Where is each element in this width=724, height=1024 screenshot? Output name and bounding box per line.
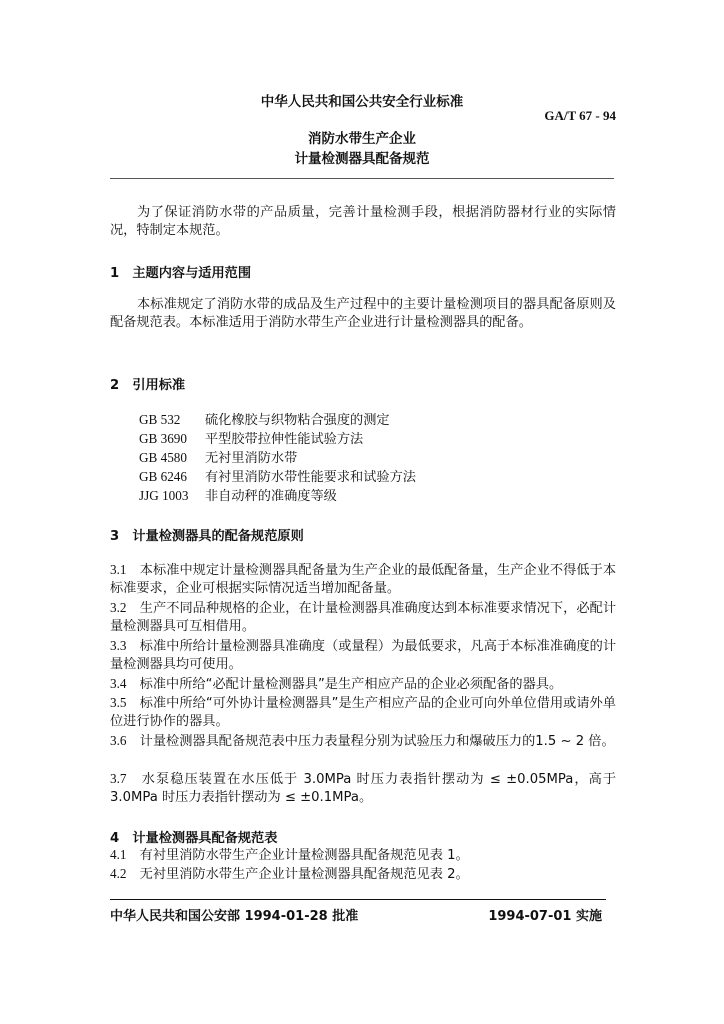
standard-number: GA/T 67 - 94	[544, 108, 616, 123]
reference-code: GB 4580	[139, 450, 187, 465]
clause-item	[110, 770, 616, 807]
clause-item	[110, 675, 616, 694]
effective-date: 1994-07-01 实施	[488, 909, 602, 924]
section-1-text: 本标准规定了消防水带的成品及生产过程中的主要计量检测项目的器具配备原则及配备规范表。本标准适用于消防水带生产企业进行计量检测器具的配备。	[110, 297, 616, 330]
intro-paragraph: 为了保证消防水带的产品质量，完善计量检测手段，根据消防器材行业的实际情况，特制定本规范。	[110, 205, 616, 238]
clause-number: 3.7	[110, 771, 127, 786]
section-1-heading: 1 主题内容与适用范围	[110, 266, 252, 281]
clause-item	[110, 637, 616, 674]
reference-code: GB 532	[139, 412, 181, 427]
clause-text: 无衬里消防水带生产企业计量检测器具配备规范见表 2。	[139, 867, 469, 882]
clause-text: 计量检测器具配备规范表中压力表量程分别为试验压力和爆破压力的1.5 ~ 2 倍。	[139, 734, 615, 749]
clause-number: 4.2	[110, 866, 127, 881]
clause-item	[110, 846, 469, 865]
clause-text: 标准中所给计量检测器具准确度（或量程）为最低要求，凡高于本标准准确度的计量检测器具均可使用。	[110, 639, 617, 672]
reference-item	[139, 449, 297, 468]
section-4-heading: 4 计量检测器具配备规范表	[110, 831, 278, 846]
reference-code: JJG 1003	[139, 488, 189, 503]
clause-number: 3.1	[110, 562, 127, 577]
doc-title-line1: 消防水带生产企业	[308, 131, 416, 147]
section-3-heading: 3 计量检测器具的配备规范原则	[110, 529, 304, 544]
reference-item	[139, 430, 363, 449]
reference-title: 无衬里消防水带	[205, 451, 298, 466]
clause-item	[110, 732, 616, 751]
clause-number: 3.2	[110, 600, 127, 615]
reference-item	[139, 487, 337, 506]
doc-title-line2: 计量检测器具配备规范	[294, 151, 430, 167]
footer-divider	[110, 899, 606, 900]
clause-item	[110, 694, 616, 731]
clause-number: 3.5	[110, 695, 127, 710]
section-2-heading: 2 引用标准	[110, 378, 186, 393]
clause-text: 标准中所给“必配计量检测器具”是生产相应产品的企业必须配备的器具。	[139, 677, 563, 692]
clause-text: 水泵稳压装置在水压低于 3.0MPa 时压力表指针摆动为 ≤ ±0.05MPa，高于3.0MPa 时压力表指针摆动为 ≤ ±0.1MPa。	[110, 772, 617, 805]
clause-text: 生产不同品种规格的企业，在计量检测器具准确度达到本标准要求情况下，必配计量检测器具可互相借用。	[110, 601, 617, 634]
reference-title: 平型胶带拉伸性能试验方法	[205, 432, 364, 447]
reference-code: GB 6246	[139, 469, 187, 484]
reference-title: 有衬里消防水带性能要求和试验方法	[205, 470, 416, 485]
reference-code: GB 3690	[139, 431, 187, 446]
clause-number: 4.1	[110, 847, 127, 862]
clause-item	[110, 561, 616, 598]
clause-item	[110, 599, 616, 636]
approval-line: 中华人民共和国公安部 1994-01-28 批准	[110, 909, 359, 924]
reference-title: 非自动秤的准确度等级	[205, 489, 337, 504]
clause-number: 3.4	[110, 676, 127, 691]
clause-text: 有衬里消防水带生产企业计量检测器具配备规范见表 1。	[139, 848, 469, 863]
header-divider	[110, 178, 614, 179]
reference-title: 硫化橡胶与织物粘合强度的测定	[205, 413, 390, 428]
clause-number: 3.6	[110, 733, 127, 748]
clause-number: 3.3	[110, 638, 127, 653]
clause-text: 标准中所给“可外协计量检测器具”是生产相应产品的企业可向外单位借用或请外单位进行协作的器具。	[110, 696, 616, 729]
reference-item	[139, 411, 390, 430]
clause-text: 本标准中规定计量检测器具配备量为生产企业的最低配备量，生产企业不得低于本标准要求，企业可根据实际情况适当增加配备量。	[110, 563, 617, 596]
publisher-title: 中华人民共和国公共安全行业标准	[260, 94, 464, 110]
clause-item	[110, 865, 469, 884]
reference-item	[139, 468, 416, 487]
